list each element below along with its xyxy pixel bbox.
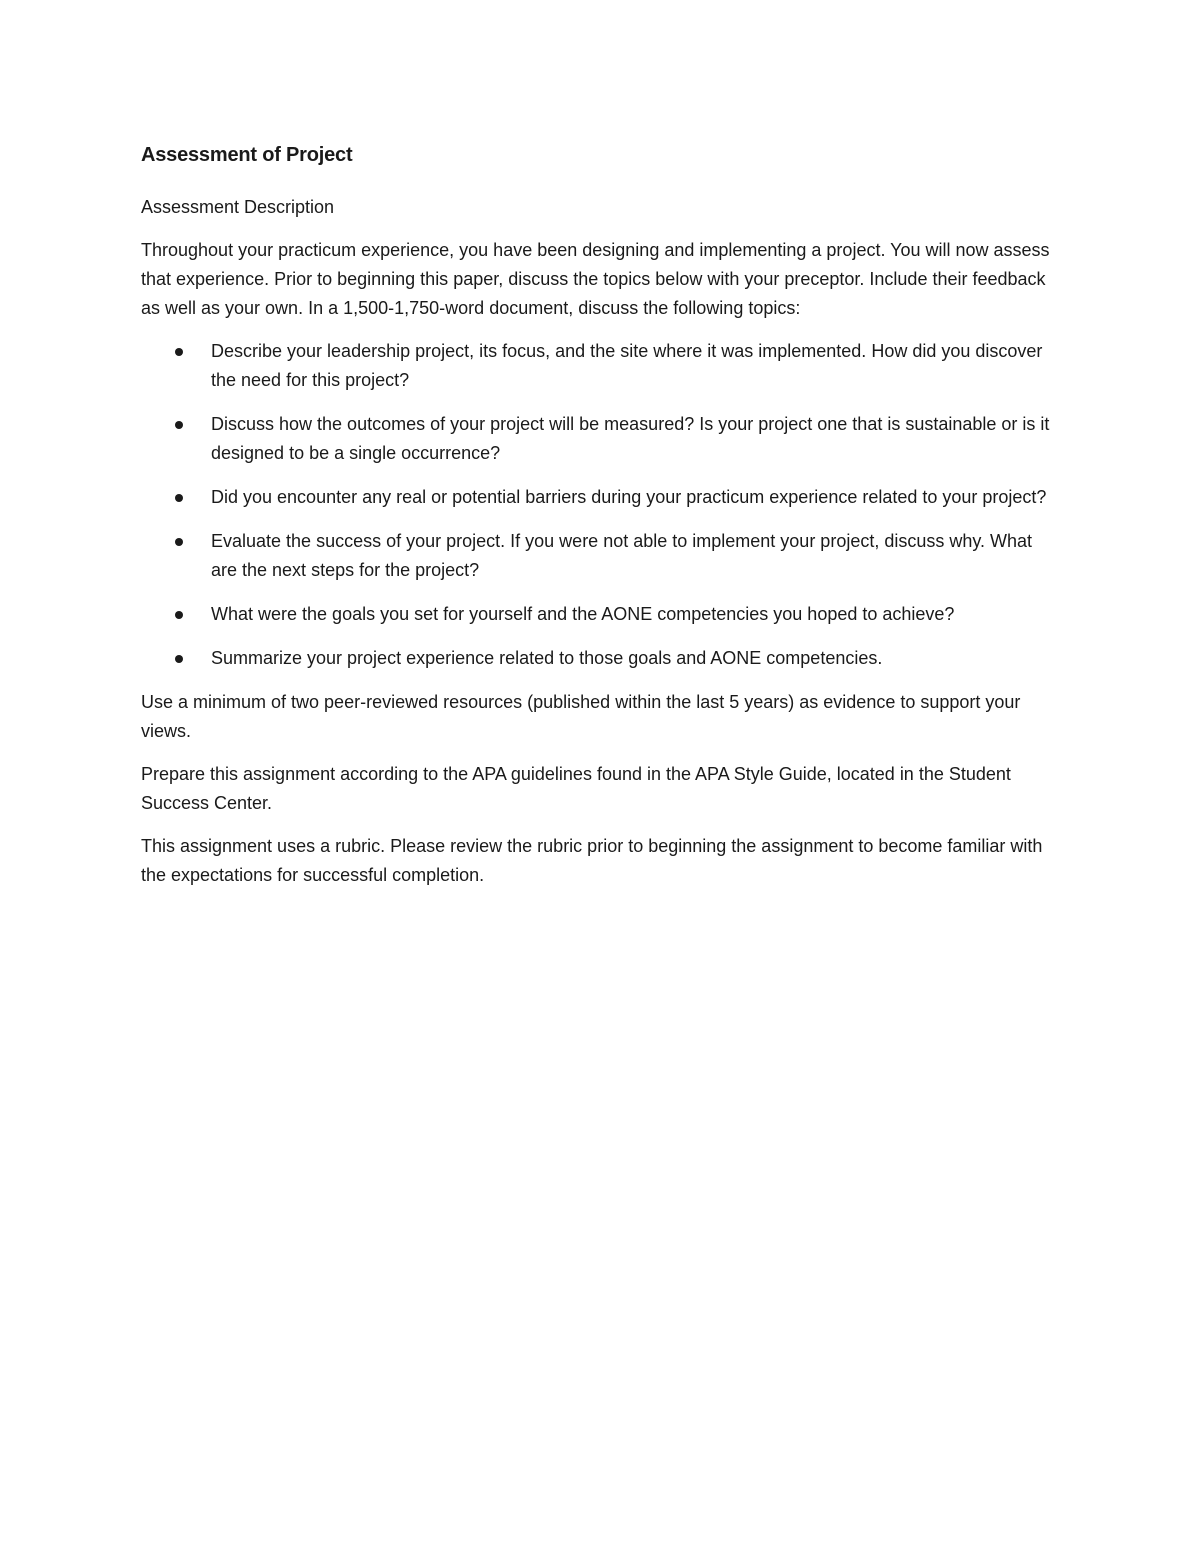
- rubric-paragraph: This assignment uses a rubric. Please review the rubric prior to beginning the assignment to become familiar with the expectations for successful completion.: [141, 836, 1043, 885]
- bullet-icon: [175, 611, 183, 619]
- bullet-icon: [175, 421, 183, 429]
- list-item-text: What were the goals you set for yourself and the AONE competencies you hoped to achieve?: [211, 604, 955, 624]
- list-item: [141, 337, 1061, 395]
- list-item-text: Evaluate the success of your project. If you were not able to implement your project, discuss why. What are the next steps for the project?: [211, 531, 1033, 580]
- list-item: [141, 527, 1061, 585]
- list-item: [141, 644, 1061, 673]
- topics-list: [141, 337, 1061, 673]
- list-item-text: Describe your leadership project, its focus, and the site where it was implemented. How did you discover the need for this project?: [211, 341, 1043, 390]
- list-item-text: Did you encounter any real or potential barriers during your practicum experience related to your project?: [211, 487, 1047, 507]
- list-item: [141, 410, 1061, 468]
- list-item-text: Discuss how the outcomes of your project will be measured? Is your project one that is sustainable or is it designed to be a single occurrence?: [211, 414, 1050, 463]
- apa-paragraph: Prepare this assignment according to the APA guidelines found in the APA Style Guide, located in the Student Success Center.: [141, 764, 1011, 813]
- list-item-text: Summarize your project experience related to those goals and AONE competencies.: [211, 648, 883, 668]
- bullet-icon: [175, 494, 183, 502]
- intro-paragraph: Throughout your practicum experience, you have been designing and implementing a project. You will now assess that experience. Prior to beginning this paper, discuss the topics below with your preceptor. Include their feedback as well as your own. In a 1,500-1,750-word document, discuss the following topics:: [141, 240, 1050, 318]
- bullet-icon: [175, 348, 183, 356]
- list-item: [141, 600, 1061, 629]
- document-title: Assessment of Project: [141, 144, 353, 166]
- list-item: [141, 483, 1061, 512]
- bullet-icon: [175, 538, 183, 546]
- resources-paragraph: Use a minimum of two peer-reviewed resources (published within the last 5 years) as evidence to support your views.: [141, 692, 1021, 741]
- document-subtitle: Assessment Description: [141, 197, 335, 217]
- bullet-icon: [175, 655, 183, 663]
- document-body: [141, 140, 1061, 904]
